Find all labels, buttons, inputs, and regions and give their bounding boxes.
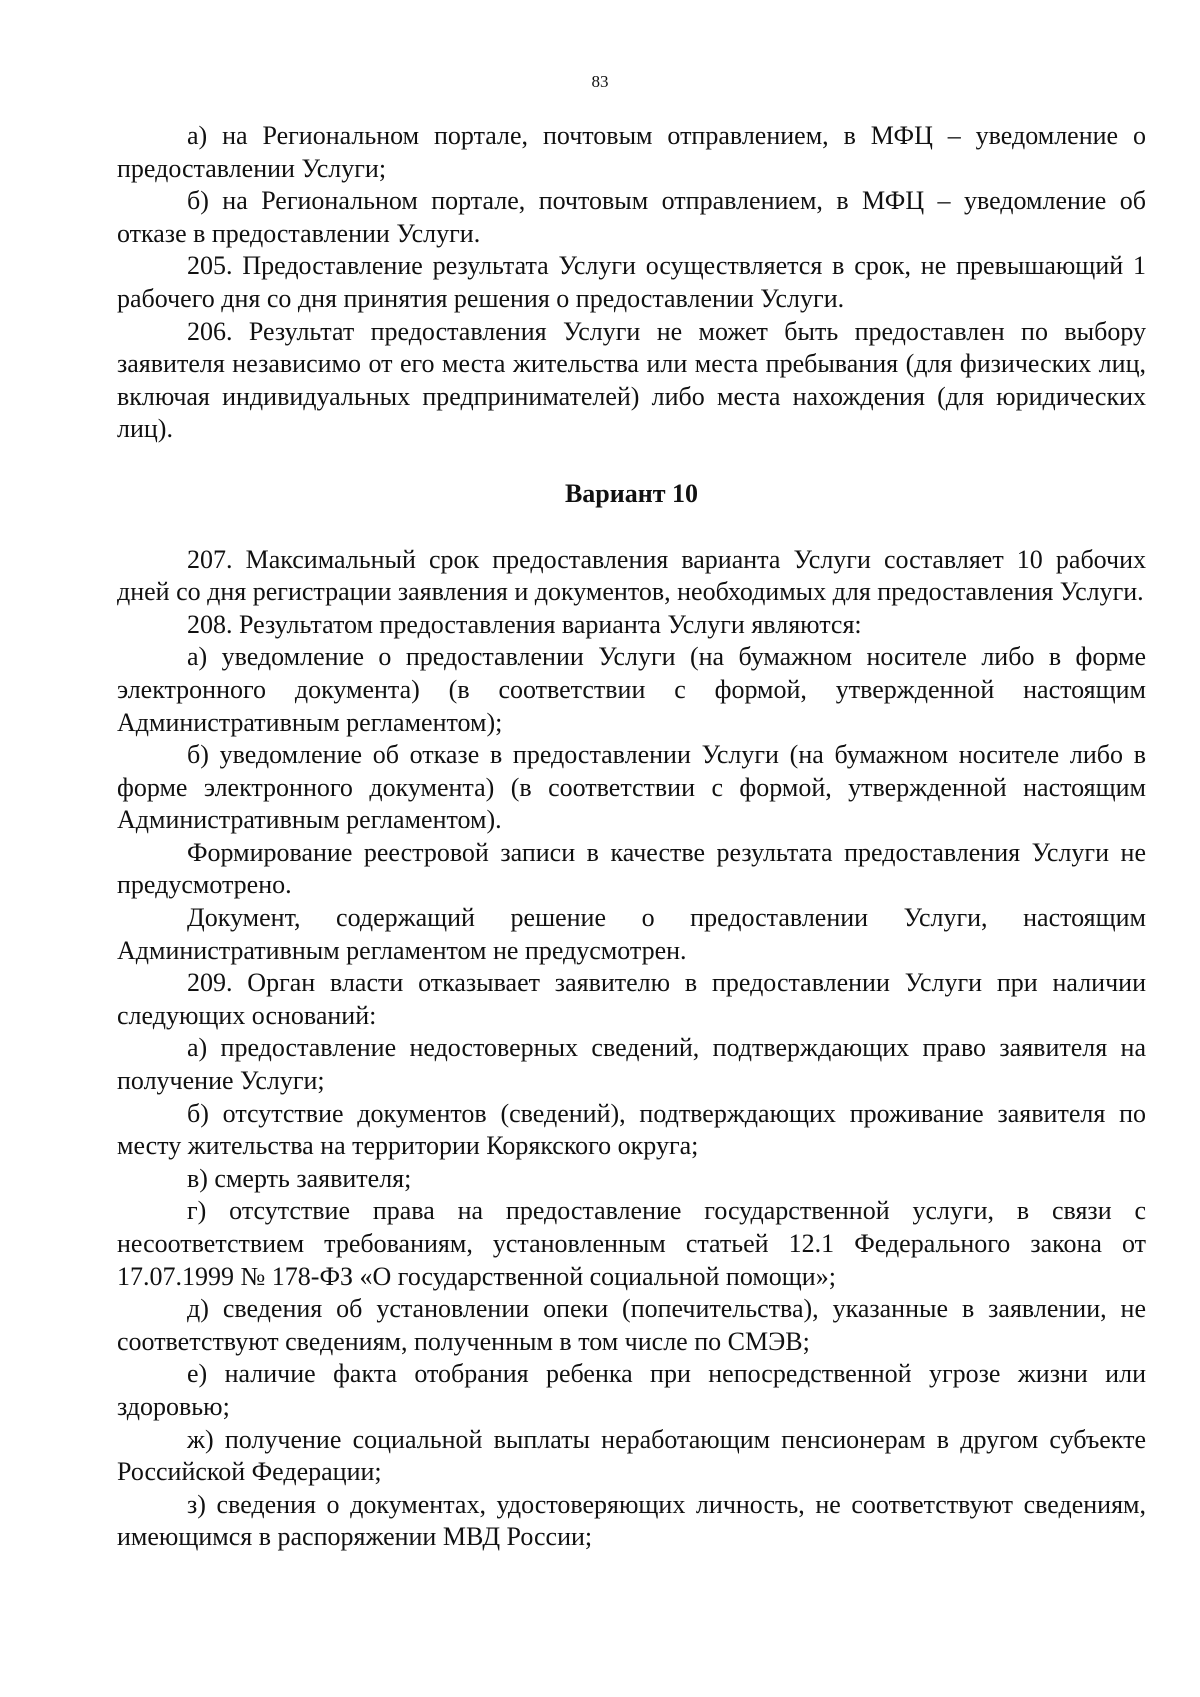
paragraph-209-d: д) сведения об установлении опеки (попечительства), указанные в заявлении, не соответствуют сведениям, полученным в том числе по СМЭВ; bbox=[117, 1294, 1146, 1356]
paragraph-notice-granted-delivery: а) на Региональном портале, почтовым отправлением, в МФЦ – уведомление о предоставлении Услуги; bbox=[117, 121, 1146, 183]
paragraph-209-v: в) смерть заявителя; bbox=[187, 1163, 412, 1193]
paragraph-209-zh: ж) получение социальной выплаты неработающим пенсионерам в другом субъекте Российской Федерации; bbox=[117, 1424, 1146, 1487]
paragraph-209-b: б) отсутствие документов (сведений), подтверждающих проживание заявителя по месту жительства на территории Корякского округа; bbox=[117, 1098, 1146, 1161]
document-body bbox=[117, 120, 1146, 1554]
paragraph-209-z: з) сведения о документах, удостоверяющих личность, не соответствуют сведениям, имеющимся в распоряжении МВД России; bbox=[117, 1489, 1146, 1552]
section-heading: Вариант 10 bbox=[564, 478, 699, 508]
paragraph-208-b: б) уведомление об отказе в предоставлении Услуги (на бумажном носителе либо в форме электронного документа) (в соответствии с формой, утвержденной настоящим Административным регламентом). bbox=[117, 740, 1146, 835]
paragraph-registry-record: Формирование реестровой записи в качестве результата предоставления Услуги не предусмотрено. bbox=[117, 837, 1146, 900]
paragraph-209: 209. Орган власти отказывает заявителю в предоставлении Услуги при наличии следующих оснований: bbox=[117, 968, 1146, 1030]
page-number: 83 bbox=[591, 72, 609, 91]
paragraph-206: 206. Результат предоставления Услуги не может быть предоставлен по выбору заявителя независимо от его места жительства или места пребывания (для физических лиц, включая индивидуальных предпринимателей) либо места нахождения (для юридических лиц). bbox=[117, 316, 1146, 444]
paragraph-209-g: г) отсутствие права на предоставление государственной услуги, в связи с несоответствием требованиям, установленным статьей 12.1 Федерального закона от 17.07.1999 № 178-ФЗ «О государственной социальной помощи»; bbox=[117, 1196, 1146, 1291]
paragraph-205: 205. Предоставление результата Услуги осуществляется в срок, не превышающий 1 рабочего дня со дня принятия решения о предоставлении Услуги. bbox=[117, 251, 1146, 313]
paragraph-notice-refusal-delivery: б) на Региональном портале, почтовым отправлением, в МФЦ – уведомление об отказе в предоставлении Услуги. bbox=[117, 186, 1146, 248]
paragraph-209-a: а) предоставление недостоверных сведений, подтверждающих право заявителя на получение Услуги; bbox=[117, 1033, 1146, 1096]
paragraph-208-a: а) уведомление о предоставлении Услуги (на бумажном носителе либо в форме электронного документа) (в соответствии с формой, утвержденной настоящим Административным регламентом); bbox=[117, 642, 1146, 737]
paragraph-209-e: е) наличие факта отобрания ребенка при непосредственной угрозе жизни или здоровью; bbox=[117, 1359, 1146, 1421]
paragraph-decision-document: Документ, содержащий решение о предоставлении Услуги, настоящим Административным регламентом не предусмотрен. bbox=[117, 903, 1146, 965]
paragraph-208: 208. Результатом предоставления варианта Услуги являются: bbox=[187, 609, 862, 639]
paragraph-207: 207. Максимальный срок предоставления варианта Услуги составляет 10 рабочих дней со дня регистрации заявления и документов, необходимых для предоставления Услуги. bbox=[117, 544, 1146, 607]
